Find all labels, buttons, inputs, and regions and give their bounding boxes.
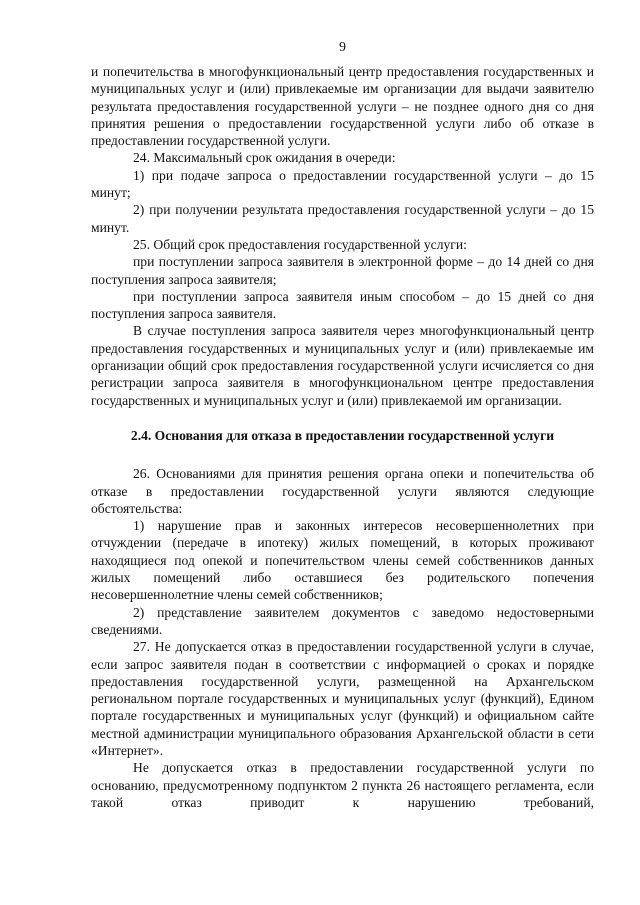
paragraph: 1) при подаче запроса о предоставлении государственной услуги – до 15 минут; [91,167,594,201]
paragraph: 2) представление заявителем документов с заведомо недостоверными сведениями. [91,604,594,637]
paragraph: при поступлении запроса заявителя иным способом – до 15 дней со дня поступления запроса заявителя. [91,288,594,322]
page-number: 9 [339,40,346,55]
paragraph: В случае поступления запроса заявителя через многофункциональный центр предоставления государственных и муниципальных услуг и (или) привлекаемые им организации общий срок предоставления государственной услуги исчисляется со дня регистрации запроса заявителя в многофункциональном центре предоставления государственных и муниципальных услуг и (или) привлекаемой им организации. [91,323,594,408]
paragraph: 26. Основаниями для принятия решения органа опеки и попечительства об отказе в предоставлении государственной услуги являются следующие обстоятельства: [91,466,594,516]
document-body [91,63,594,811]
paragraph: 1) нарушение прав и законных интересов несовершеннолетних при отчуждении (передаче в ипотеку) жилых помещений, в которых проживают находящиеся под опекой и попечительством члены семей собственников данных жилых помещений либо оставшиеся без родительского попечения несовершеннолетние члены семей собственников; [91,518,594,603]
paragraph: 2) при получении результата предоставления государственной услуги – до 15 минут. [91,202,594,235]
section-heading: 2.4. Основания для отказа в предоставлении государственной услуги [130,427,555,443]
paragraph: Не допускается отказ в предоставлении государственной услуги по основанию, предусмотренному подпунктом 2 пункта 26 настоящего регламента, если такой отказ приводит к нарушению требований, [91,760,594,810]
paragraph: при поступлении запроса заявителя в электронной форме – до 14 дней со дня поступления запроса заявителя; [91,254,594,287]
paragraph: 24. Максимальный срок ожидания в очереди: [133,150,396,166]
paragraph: и попечительства в многофункциональный центр предоставления государственных и муниципальных услуг и (или) привлекаемые им организации для выдачи заявителю результата предоставления государственной услуги – не позднее одного дня со дня принятия решения о предоставлении государственной услуги либо об отказе в предоставлении государственной услуги. [91,64,594,149]
paragraph: 27. Не допускается отказ в предоставлении государственной услуги в случае, если запрос заявителя подан в соответствии с информацией о сроках и порядке предоставления государственной услуги, размещенной на Архангельском региональном портале государственных и муниципальных услуг (функций), Едином портале государственных и муниципальных услуг (функций) и официальном сайте местной администрации муниципального образования Архангельской области в сети «Интернет». [91,639,594,758]
paragraph: 25. Общий срок предоставления государственной услуги: [133,236,467,252]
